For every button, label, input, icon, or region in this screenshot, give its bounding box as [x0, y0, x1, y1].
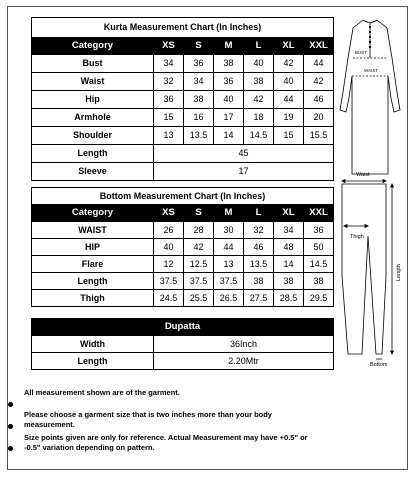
table-cell: 27.5: [244, 290, 274, 307]
table-cell: 40: [244, 55, 274, 73]
row-label: Shoulder: [32, 127, 154, 145]
header-cell: Category: [32, 205, 154, 222]
table-row: [32, 273, 334, 290]
table-cell: 48: [274, 239, 304, 256]
table-cell: 46: [244, 239, 274, 256]
bottom-illustration: [340, 166, 404, 376]
row-label: Armhole: [32, 109, 154, 127]
row-label: Length: [32, 273, 154, 290]
table-row: [32, 145, 334, 163]
table-cell: 26: [154, 222, 184, 239]
table-cell: 38: [274, 273, 304, 290]
header-cell: XXL: [304, 38, 334, 55]
kurta-illustration: [336, 14, 404, 176]
table-row: [32, 109, 334, 127]
row-label: Waist: [32, 73, 154, 91]
row-label: WAIST: [32, 222, 154, 239]
bullet-icon: [8, 402, 13, 407]
header-cell: XL: [274, 205, 304, 222]
table-cell: 15: [154, 109, 184, 127]
kurta-figure-bust-label: BUST: [355, 50, 368, 55]
table-cell: 38: [184, 91, 214, 109]
table-row: [32, 55, 334, 73]
header-cell: XL: [274, 38, 304, 55]
row-label: Width: [32, 336, 154, 353]
table-cell: 42: [274, 55, 304, 73]
table-cell: 38: [304, 273, 334, 290]
table-cell: 28.5: [274, 290, 304, 307]
header-cell: XXL: [304, 205, 334, 222]
table-cell: 38: [244, 73, 274, 91]
dupatta-chart-title: Dupatta: [32, 319, 334, 336]
table-cell: 25.5: [184, 290, 214, 307]
table-cell: 38: [244, 273, 274, 290]
table-cell: 37.5: [214, 273, 244, 290]
header-cell: M: [214, 205, 244, 222]
table-cell: 29.5: [304, 290, 334, 307]
table-cell: 12.5: [184, 256, 214, 273]
table-cell: 26.5: [214, 290, 244, 307]
table-cell: 38: [214, 55, 244, 73]
table-cell: 42: [304, 73, 334, 91]
table-row: [32, 336, 334, 353]
kurta-figure-waist-label: WAIST: [364, 68, 379, 73]
table-cell: 34: [274, 222, 304, 239]
table-cell: 13: [214, 256, 244, 273]
table-cell-merged: 17: [154, 163, 334, 181]
table-row: [32, 222, 334, 239]
table-row: [32, 353, 334, 370]
table-row: [32, 290, 334, 307]
row-label: Length: [32, 353, 154, 370]
dupatta-measurement-table: [31, 318, 334, 370]
bullet-icon: [8, 446, 13, 451]
note-text: All measurement shown are of the garment.: [24, 388, 180, 397]
table-row: [32, 91, 334, 109]
row-label: HIP: [32, 239, 154, 256]
table-row: [32, 127, 334, 145]
note-text: Please choose a garment size that is two inches more than your body measurement.: [24, 410, 272, 430]
bottom-figure-length-label: Length: [396, 264, 402, 281]
header-cell: S: [184, 205, 214, 222]
table-cell: 13: [154, 127, 184, 145]
table-cell: 15: [274, 127, 304, 145]
table-cell: 46: [304, 91, 334, 109]
table-cell: 20: [304, 109, 334, 127]
table-cell: 16: [184, 109, 214, 127]
table-cell: 32: [154, 73, 184, 91]
table-cell: 36: [184, 55, 214, 73]
table-cell: 36Inch: [154, 336, 334, 353]
row-label: Length: [32, 145, 154, 163]
bullet-icon: [8, 424, 13, 429]
table-cell: 34: [184, 73, 214, 91]
table-cell: 14.5: [244, 127, 274, 145]
table-cell: 50: [304, 239, 334, 256]
header-cell: M: [214, 38, 244, 55]
table-cell: 37.5: [154, 273, 184, 290]
table-cell: 34: [154, 55, 184, 73]
header-cell: Category: [32, 38, 154, 55]
table-cell: 36: [154, 91, 184, 109]
row-label: Thigh: [32, 290, 154, 307]
table-cell: 13.5: [244, 256, 274, 273]
table-cell: 36: [304, 222, 334, 239]
table-cell: 28: [184, 222, 214, 239]
table-cell: 14: [274, 256, 304, 273]
table-cell: 40: [274, 73, 304, 91]
row-label: Bust: [32, 55, 154, 73]
table-cell: 19: [274, 109, 304, 127]
bottom-figure-waist-label: Waist: [356, 172, 370, 178]
table-cell: 24.5: [154, 290, 184, 307]
table-cell: 2.20Mtr: [154, 353, 334, 370]
header-cell: L: [244, 205, 274, 222]
kurta-chart-title: Kurta Measurement Chart (In Inches): [32, 18, 334, 38]
table-cell: 42: [184, 239, 214, 256]
table-row: [32, 256, 334, 273]
table-cell: 40: [154, 239, 184, 256]
header-cell: XS: [154, 205, 184, 222]
row-label: Hip: [32, 91, 154, 109]
table-cell: 13.5: [184, 127, 214, 145]
table-cell: 14: [214, 127, 244, 145]
table-cell: 15.5: [304, 127, 334, 145]
header-cell: XS: [154, 38, 184, 55]
table-cell: 44: [304, 55, 334, 73]
header-cell: L: [244, 38, 274, 55]
table-cell: 18: [244, 109, 274, 127]
note-text: Size points given are only for reference. Actual Measurement may have +0.5" or -0.5" variation depending on pattern.: [24, 433, 308, 453]
row-label: Flare: [32, 256, 154, 273]
table-cell: 40: [214, 91, 244, 109]
table-cell: 12: [154, 256, 184, 273]
table-cell: 30: [214, 222, 244, 239]
bottom-measurement-table: [31, 187, 334, 307]
table-cell: 42: [244, 91, 274, 109]
header-cell: S: [184, 38, 214, 55]
table-cell: 44: [274, 91, 304, 109]
table-cell: 37.5: [184, 273, 214, 290]
kurta-measurement-table: [31, 17, 334, 181]
bottom-figure-thigh-label: Thigh: [350, 234, 364, 240]
table-cell: 32: [244, 222, 274, 239]
table-cell: 44: [214, 239, 244, 256]
row-label: Sleeve: [32, 163, 154, 181]
table-cell: 36: [214, 73, 244, 91]
bottom-chart-title: Bottom Measurement Chart (In Inches): [32, 188, 334, 205]
table-cell: 14.5: [304, 256, 334, 273]
table-cell: 17: [214, 109, 244, 127]
table-cell-merged: 45: [154, 145, 334, 163]
table-row: [32, 239, 334, 256]
table-row: [32, 163, 334, 181]
bottom-figure-bottom-label: Bottom: [370, 362, 388, 368]
table-row: [32, 73, 334, 91]
